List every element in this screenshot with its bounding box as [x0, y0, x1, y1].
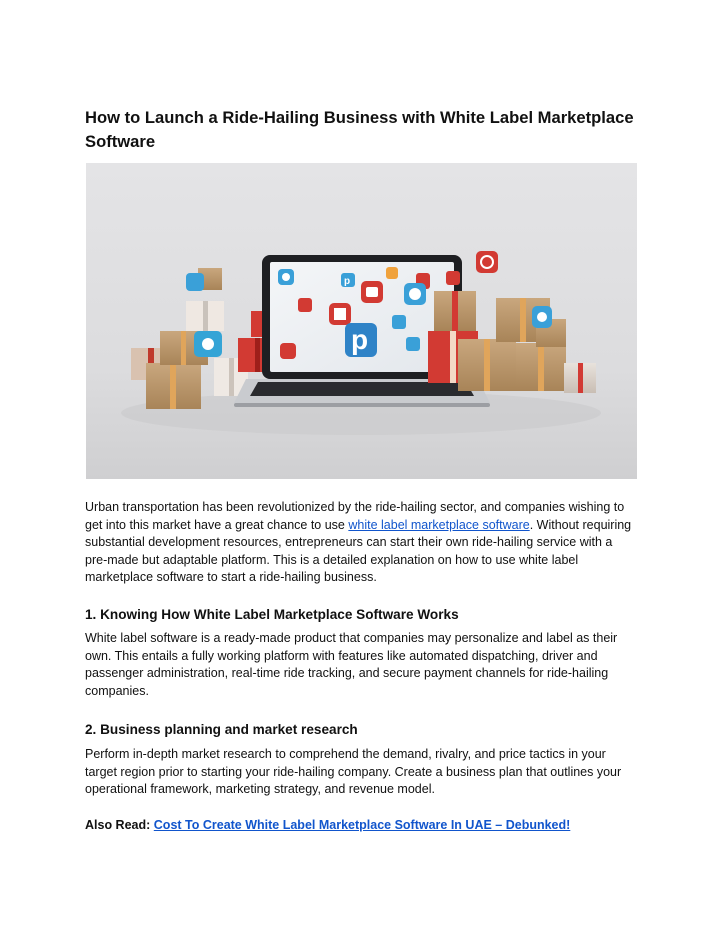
white-label-link[interactable]: white label marketplace software [348, 517, 530, 532]
section-2-heading: 2. Business planning and market research [85, 722, 358, 737]
intro-text-before: Urban transportation has been revolutionized by the ride-hailing sector, and companies wishing to get into this market have a great chance to use [85, 500, 625, 532]
also-read-link[interactable]: Cost To Create White Label Marketplace Software In UAE – Debunked! [153, 818, 571, 832]
hero-image [86, 163, 637, 479]
intro-text-after: . Without requiring substantial development resources, entrepreneurs can start their own ride-hailing service with a pre-made but adaptable platform. This is a detailed explanation on how to use white label marketplace software to start a ride-hailing business. [85, 517, 632, 585]
svg-text:p: p [351, 324, 369, 355]
article-title: How to Launch a Ride-Hailing Business with White Label Marketplace Software [85, 108, 634, 151]
also-read [85, 817, 570, 834]
section-2-body: Perform in-depth market research to comprehend the demand, rivalry, and price tactics in your target region prior to starting your ride-hailing company. Create a business plan that outlines your operational framework, marketing strategy, and revenue model. [85, 747, 622, 797]
also-read-label: Also Read: [85, 818, 151, 832]
intro-paragraph [85, 499, 637, 587]
section-1-body: White label software is a ready-made product that companies may personalize and label as their own. This entails a fully working platform with features like automated dispatching, driver and passenger administration, real-time ride tracking, and secure payment channels for ride-hailing companies. [85, 631, 618, 698]
section-1-heading: 1. Knowing How White Label Marketplace Software Works [85, 607, 459, 622]
gift-boxes-right [428, 251, 596, 393]
svg-text:p: p [344, 276, 351, 287]
